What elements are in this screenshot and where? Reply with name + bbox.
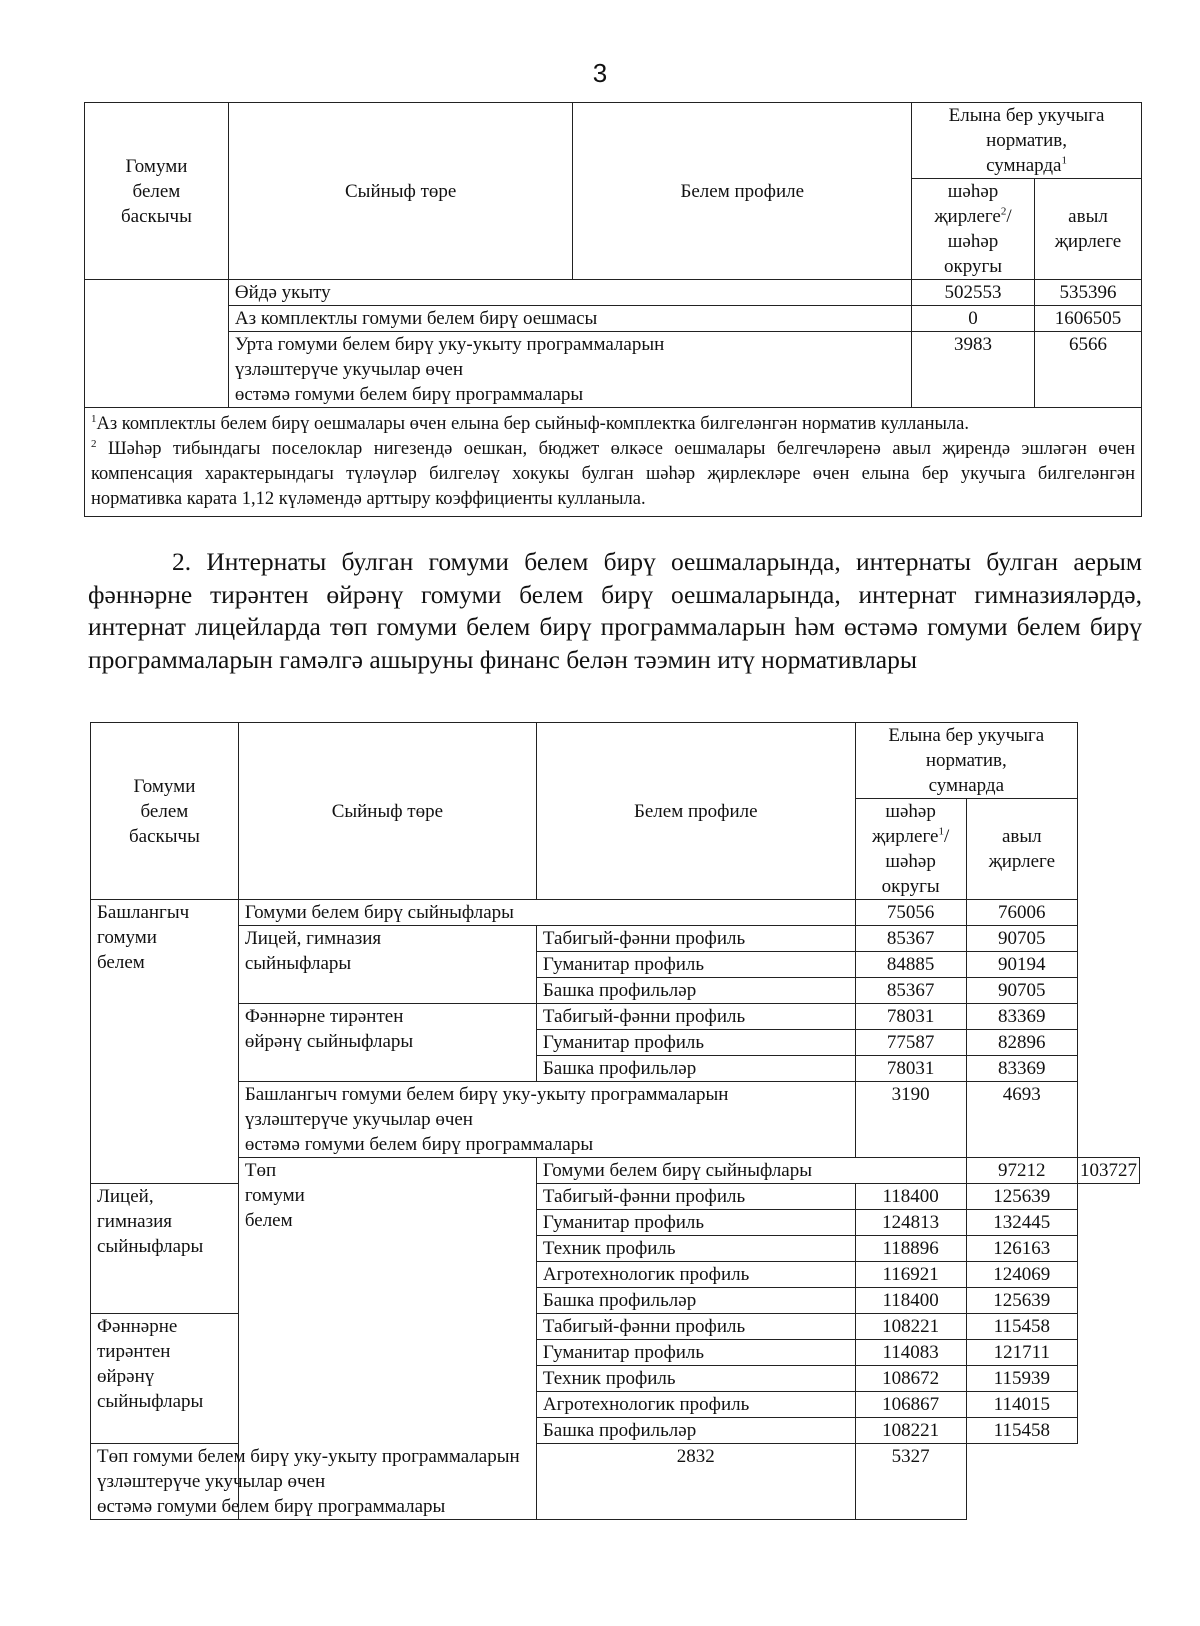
table-row: Башка профильләр 85367 90705 [91, 978, 1140, 1004]
header-stage: Гомуми белем баскычы [91, 723, 239, 900]
header-norm-group: Елына бер укучыга норматив, сумнарда$^1$ [912, 103, 1142, 179]
header-urban: шәһәр җирлеге$^2$/ шәһәр округы [912, 179, 1035, 280]
footnote-2: Шәһәр тибындагы поселоклар нигезендә оешкан, бюджет өлкәсе оешмалары белгечләренә авыл җирендә эшләгән өчен компенсация характерындагы түләүләр билгеләү хокукы булган шәһәр җирлекләре өчен елына бер укучыга билгеләнгән нормативка карата 1,12 күләмендә арттыру коэффициенты кулланыла. [91, 439, 1135, 509]
class-type-cell: Фәннәрне тирәнтен өйрәнү сыйныфлары [238, 1004, 536, 1082]
header-class-type: Сыйныф төре [228, 103, 573, 280]
table-row: Башка профильләр 108221 115458 [91, 1418, 1140, 1444]
class-type-cell: Лицей, гимназия сыйныфлары [91, 1184, 239, 1314]
table-row: Башка профильләр 78031 83369 [91, 1056, 1140, 1082]
table-row: Лицей, гимназия сыйныфлары Табигый-фәнни профиль 118400 125639 [91, 1184, 1140, 1210]
table-row: Техник профиль 108672 115939 [91, 1366, 1140, 1392]
normatives-table-1 [84, 102, 1142, 517]
table-row: Фәннәрне тирәнтен өйрәнү сыйныфлары Табигый-фәнни профиль 108221 115458 [91, 1314, 1140, 1340]
header-rural: авыл җирлеге [1035, 179, 1142, 280]
table-row: Урта гомуми белем бирү уку-укыту программаларын үзләштерүче укучылар өчен өстәмә гомуми белем бирү программалары 3983 6566 [85, 332, 1142, 408]
footnote-1: Аз комплектлы белем бирү оешмалары өчен елына бер сыйныф-комплектка билгеләнгән норматив кулланыла. [96, 414, 969, 434]
table-row: Фәннәрне тирәнтен өйрәнү сыйныфлары Табигый-фәнни профиль 78031 83369 [91, 1004, 1140, 1030]
page-number: 3 [592, 58, 608, 88]
section-2-heading: 2. Интернаты булган гомуми белем бирү оешмаларында, интернаты булган аерым фәннәрне тирәнтен өйрәнү гомуми белем бирү оешмаларында, интернат гимназияләрдә, интернат лицейларда төп гомуми белем бирү программаларын һәм өстәмә гомуми белем бирү программаларын гамәлгә ашыруны финанс белән тәэмин итү нормативлары [88, 547, 1142, 674]
table-row: Аз комплектлы гомуми белем бирү оешмасы 0 1606505 [85, 306, 1142, 332]
table-row: Башлангыч гомуми белем Гомуми белем бирү сыйныфлары 75056 76006 [91, 900, 1140, 926]
header-profile: Белем профиле [536, 723, 855, 900]
header-profile: Белем профиле [573, 103, 912, 280]
table-row: Агротехнологик профиль 106867 114015 [91, 1392, 1140, 1418]
table-row: Гуманитар профиль 77587 82896 [91, 1030, 1140, 1056]
table-footnotes: $^1$Аз комплектлы белем бирү оешмалары өчен елына бер сыйныф-комплектка билгеләнгән норматив кулланыла. $^2$ Шәһәр тибындагы поселоклар нигезендә оешкан, бюджет өлкәсе оешмалары белгечләренә авыл җирендә эшләгән өчен компенсация характерындагы түләүләр билгеләү хокукы булган шәһәр җирлекләре өчен елына бер укучыга билгеләнгән нормативка карата 1,12 күләмендә арттыру коэффициенты кулланыла. [85, 408, 1142, 517]
table-row: Техник профиль 118896 126163 [91, 1236, 1140, 1262]
table-row: Гуманитар профиль 84885 90194 [91, 952, 1140, 978]
table-row: Төп гомуми белем бирү уку-укыту программаларын үзләштерүче укучылар өчен өстәмә гомуми белем бирү программалары 2832 5327 [91, 1444, 1140, 1520]
table-row: Гуманитар профиль 114083 121711 [91, 1340, 1140, 1366]
header-norm-group: Елына бер укучыга норматив, сумнарда [855, 723, 1077, 799]
stage-cell-empty [85, 280, 229, 408]
normatives-table-2 [90, 722, 1140, 1520]
class-type-cell: Фәннәрне тирәнтен өйрәнү сыйныфлары [91, 1314, 239, 1444]
header-stage: Гомуми белем баскычы [85, 103, 229, 280]
table-row: Башка профильләр 118400 125639 [91, 1288, 1140, 1314]
stage-cell: Башлангыч гомуми белем [91, 900, 239, 1184]
class-type-cell: Лицей, гимназия сыйныфлары [238, 926, 536, 1004]
table-row: Агротехнологик профиль 116921 124069 [91, 1262, 1140, 1288]
table-row: Өйдә укыту 502553 535396 [85, 280, 1142, 306]
stage-cell: Төп гомуми белем [238, 1158, 536, 1520]
table-row: Лицей, гимназия сыйныфлары Табигый-фәнни профиль 85367 90705 [91, 926, 1140, 952]
table-row: Башлангыч гомуми белем бирү уку-укыту программаларын үзләштерүче укучылар өчен өстәмә гомуми белем бирү программалары 3190 4693 [91, 1082, 1140, 1158]
table-row: Гуманитар профиль 124813 132445 [91, 1210, 1140, 1236]
table-row: Төп гомуми белем Гомуми белем бирү сыйныфлары 97212 103727 [91, 1158, 1140, 1184]
header-rural: авыл җирлеге [966, 799, 1077, 900]
header-class-type: Сыйныф төре [238, 723, 536, 900]
header-urban: шәһәр җирлеге$^1$/ шәһәр округы [855, 799, 966, 900]
